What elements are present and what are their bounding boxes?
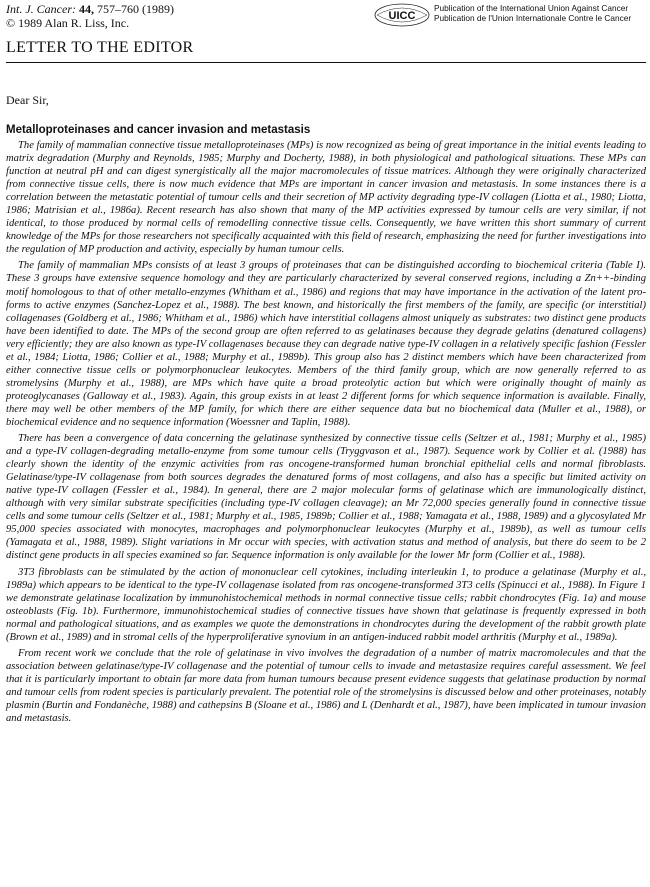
paragraph: There has been a convergence of data concerning the gelatinase synthesized by connective tissue cells (Seltzer et al., 1981; Murphy et al., 1985) and a type-IV collagen-degrading metallo-enzyme from some tumour cells (Tryggvason et al., 1987). Sequence work by Collier et al. (1988) has clearly shown the identity of the enzymic activities from ras oncogene-transformed human bronchial epithelial cells and normal fibroblasts. Gelatinase/type-IV collagenase from both sources degrades the denatured forms of most collagens, and also has a specific but limited activity on native type-IV collagen (Fessler et al., 1984). In general, there are 2 major molecular forms of gelatinase which are immunologically distinct, although with very similar substrate specificities (including type-IV collagen cleavage); an Mr 72,000 species generally found in connective tissue cells and some tumour cells (Seltzer et al., 1981; Murphy et al., 1985, 1989b; Collier et al., 1988; Yamagata et al., 1988, 1989) and a glycosylated Mr 95,000 species associated with monocytes, macrophages and polymorphonuclear leukocytes (Murphy et al., 1989b), as well as tumour cells (Yamagata et al., 1988, 1989). Slight variations in Mr occur with species, with activation status and method of analysis, but there do seem to be 2 distinct gene products in all species examined so far. Sequence information is only available for the lower Mr form (Collier et al., 1988). [6,433,646,562]
journal-title: Int. J. Cancer: [6,2,76,16]
journal-volume: 44, [78,2,94,16]
page-title: LETTER TO THE EDITOR [6,39,194,56]
copyright-line: © 1989 Alan R. Liss, Inc. [6,16,130,30]
salutation: Dear Sir, [6,93,49,107]
paragraph: The family of mammalian MPs consists of at least 3 groups of proteinases that can be distinguished according to biochemical criteria (Table I). These 3 groups have extensive sequence homology and they are particularly characterized by several conserved regions, including a Zn++-binding motif homologous to that of other metallo-enzymes (Whitham et al., 1986) and regions that may have importance in the activation of the latent pro-forms to active enzymes (Sanchez-Lopez et al., 1988). The best known, and historically the first members of the family, are specific (or interstitial) collagenases (Goldberg et al., 1986; Whitham et al., 1986) which have interstitial collagens almost uniquely as substrates: two distinct gene products have been identified to date. The MPs of the second group are often referred to as gelatinases because they degrade gelatins (denatured collagens) very efficiently; they are also known as type-IV collagenases because they can degrade native type-IV collagen in a relatively specific fashion (Fessler et al., 1984; Liotta, 1986; Collier et al., 1988; Murphy et al., 1989b). This group also has 2 distinct members which have been characterized from either connective tissue cells or polymorphonuclear leukocytes. Members of the third family group, which are now generally referred to as stromelysins (Murphy et al., 1988), are MPs which have quite a broad proteolytic action but which were originally thought of mainly as proteoglycanases (Galloway et al., 1983). Again, this group exists in at least 2 different forms for which sequence information is available. Finally, there may well be other members of the MP family, for which there are either sequence data but no biochemical data (Muller et al., 1988), or biochemical evidence and no sequence information (Woessner and Taplin, 1988). [6,260,646,428]
publisher-info [434,3,631,23]
publisher-en: Publication of the International Union Against Cancer [434,3,629,13]
paragraph: 3T3 fibroblasts can be stimulated by the action of mononuclear cell cytokines, including interleukin 1, to produce a gelatinase (Murphy et al., 1989a) which appears to be identical to the type-IV collagenase isolated from ras oncogene-transformed 3T3 cells (Spinucci et al., 1988). In Figure 1 we demonstrate gelatinase localization by immunohistochemical methods in normal connective tissue cells; rabbit chondrocytes (Fig. 1a) and mouse osteoblasts (Fig. 1b). Furthermore, immunohistochemical studies of connective tissues have shown that gelatinase is frequently expressed in both normal and pathological situations, and as examples we quote the demonstrations in chondrocytes during the development of the rabbit growth plate (Brown et al., 1989) and in stromal cells of the hyperproliferative synovium in an antigen-induced rabbit model arthritis (Murphy et al., 1989a). [6,566,646,643]
uicc-logo [374,3,430,27]
letter-body [6,139,646,725]
paragraph: The family of mammalian connective tissue metalloproteinases (MPs) is now recognized as being of great importance in the initial events leading to matrix degradation (Murphy and Reynolds, 1985; Murphy and Docherty, 1988), in both physiological and pathological situations. These MPs can function at neutral pH and can digest synergistically all the major macromolecules of tissue matrices. Although they were originally characterized from connective tissue cells, there is now much evidence that MPs are important in cancer invasion and metastasis. In some instances there is a correlation between the metastatic potential of tumour cells and their secretion of MP activity degrading type-IV collagen (Liotta et al., 1980; Liotta, 1986; Matrisian et al., 1986a). Recent research has also shown that many of the MP activities expressed by tumour cells are very similar, if not identical, to those produced by normal cells of remodelling connective tissue cells. Consequently, we have written this short summary of current knowledge of the MPs for those researchers not specifically acquainted with this field of research, emphasizing the need for further investigations into the regulation of MP production and activity, especially by human tumour cells. [6,140,646,256]
journal-pages-year: 757–760 (1989) [96,2,174,16]
title-rule [6,62,646,63]
logo-text: UICC [388,10,416,22]
section-title: Metalloproteinases and cancer invasion and metastasis [6,124,311,136]
publisher-fr: Publication de l'Union Internationale Contre le Cancer [434,13,632,23]
page-header [6,2,646,36]
paragraph: From recent work we conclude that the role of gelatinase in vivo involves the degradation of a number of matrix macromolecules and that the association between gelatinase/type-IV collagenase and the potential of tumour cells to invade and metastasize requires careful assessment. We feel that it is particularly important to obtain far more data from human tumours because present evidence suggests that gelatinase production by normal and tumour cells from rodent species is particularly prevalent. The potential role of the stromelysins is discussed below and other proteinases, notably plasmin (Burtin and Fondanèche, 1988) and cathepsins B (Sloane et al., 1986) and L (Denhardt et al., 1987), have been implicated in tumour invasion and metastasis. [6,647,646,725]
